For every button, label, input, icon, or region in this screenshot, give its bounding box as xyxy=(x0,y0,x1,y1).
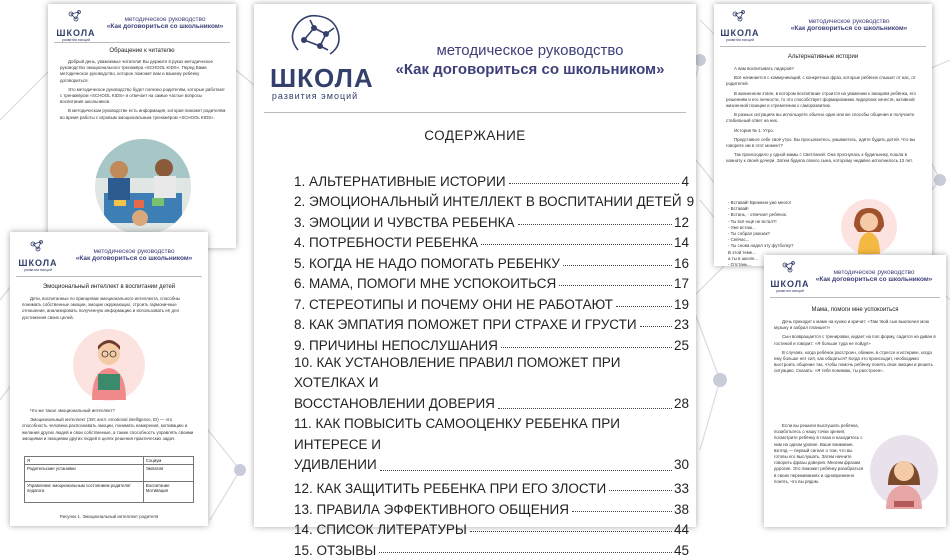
page-header-title xyxy=(66,248,202,262)
toc-list xyxy=(294,168,695,558)
toc-leader-dots xyxy=(572,510,672,512)
toc-item-page: 45 xyxy=(673,542,689,558)
header-line1: методическое руководство xyxy=(93,248,175,255)
paragraph: Что же такое эмоциональный интеллект? xyxy=(30,408,115,413)
dialogue-line: а ты в школе... xyxy=(728,255,759,261)
paragraph: Дети, воспитанные по принципам эмоционального интеллекта, способны понимать собственные эмоции, эмоции окружающих, строить гармоничные отношения, анализировать полученную информацию и использовать её для достижения своих целей. xyxy=(22,296,180,320)
toc-item-title: 11. КАК ПОВЫСИТЬ САМООЦЕНКУ РЕБЕНКА ПРИ ИНТЕРЕСЕ И xyxy=(294,416,620,452)
dialogue-line: - Ты всё ещё не встал?! xyxy=(728,218,777,224)
calm-text-bottom xyxy=(774,423,866,488)
toc-leader-dots xyxy=(640,325,672,327)
toc-item-title: 9. ПРИЧИНЫ НЕПОСЛУШАНИЯ xyxy=(294,337,498,353)
toc-heading: СОДЕРЖАНИЕ xyxy=(424,128,526,143)
logo-word: ШКОЛА xyxy=(720,28,760,38)
paragraph: В случаях, когда ребёнок расстроен, обижен, в стрессе и истерике, когда ему больше нет сил, как общаться? Когда это происходит, необходимо выстроить общение так, чтобы помочь ребёнку понять свои эмоции и решить ситуацию. Сказать: «Я тебя понимаю, ты расстроен». xyxy=(774,349,933,374)
dialogue-line: - Ты собрал рюкзак? xyxy=(728,231,770,237)
table-header-cell: Я xyxy=(25,457,144,465)
dialogue-line: - Ты снова надел эту футболку? xyxy=(728,243,794,249)
paragraph: А вам воспитывать лидеров? xyxy=(734,66,794,71)
brain-network-icon xyxy=(284,10,346,60)
table-cell: Эмпатия xyxy=(143,465,193,482)
toc-item-title: 5. КОГДА НЕ НАДО ПОМОГАТЬ РЕБЕНКУ xyxy=(294,255,561,271)
table-cell: Родительские установки xyxy=(25,465,144,482)
toc-item xyxy=(294,517,689,538)
toc-item-page: 14 xyxy=(673,235,689,250)
header-divider xyxy=(264,112,686,113)
logo-word: ШКОЛА xyxy=(56,28,96,38)
table-cell: Управление эмоциональным состоянием родителя/педагога xyxy=(25,482,144,503)
dialogue-line: В этой теме... xyxy=(728,249,756,255)
toc-item-title: 12. КАК ЗАЩИТИТЬ РЕБЕНКА ПРИ ЕГО ЗЛОСТИ xyxy=(294,481,607,496)
toc-item-title-cont: УДИВЛЕНИИ xyxy=(294,457,377,472)
toc-item-title: 14. СПИСОК ЛИТЕРАТУРЫ xyxy=(294,522,467,537)
page-header-title xyxy=(100,16,230,30)
ei-table xyxy=(24,456,194,503)
paragraph: Добрый день, уважаемые читатели! Вы держите в руках методическое руководство эмоционального тренажёра «SCHOOL KIDS». Перед Вами методическое руководство, которое поможет вам и вашему ребёнку договориться. xyxy=(60,59,213,83)
toc-item-title: 8. КАК ЭМПАТИЯ ПОМОЖЕТ ПРИ СТРАХЕ И ГРУСТИ xyxy=(294,317,637,332)
header-line2: «Как договориться со школьником» xyxy=(106,23,224,30)
toc-item-page: 44 xyxy=(673,522,689,537)
dialogue-line: - Отстань... xyxy=(728,262,752,268)
toc-item xyxy=(294,291,689,312)
toc-item xyxy=(294,353,689,415)
header-divider xyxy=(770,297,940,298)
header-line1: методическое руководство xyxy=(833,269,915,276)
brain-network-icon xyxy=(729,8,751,24)
toc-item-page: 23 xyxy=(673,317,689,332)
dialogue-line: - Вставай! Времени уже много! xyxy=(728,200,792,205)
toc-item-title-cont: ВОССТАНОВЛЕНИИ ДОВЕРИЯ xyxy=(294,395,495,411)
toc-item xyxy=(294,414,689,476)
logo-subtitle: развития эмоций xyxy=(271,91,359,101)
calm-text-top xyxy=(774,319,938,378)
toc-item-title: 7. СТЕРЕОТИПЫ И ПОЧЕМУ ОНИ НЕ РАБОТАЮТ xyxy=(294,296,613,312)
toc-leader-dots xyxy=(518,223,672,225)
toc-leader-dots xyxy=(470,530,672,532)
toc-item-title: 10. КАК УСТАНОВЛЕНИЕ ПРАВИЛ ПОМОЖЕТ ПРИ ХОТЕЛКАХ И xyxy=(294,354,621,390)
table-caption: Рисунок 1. Эмоциональный интеллект родителя xyxy=(59,514,159,519)
dialogue-line: - Встань, - отвечает ребёнок. xyxy=(728,212,788,218)
toc-leader-dots xyxy=(616,305,672,307)
toc-item-page: 25 xyxy=(673,337,689,353)
toc-item xyxy=(294,168,689,189)
logo-subtitle: развития эмоций xyxy=(24,268,52,272)
toc-item-page: 12 xyxy=(673,214,689,230)
table-header-cell: Социум xyxy=(143,457,193,465)
children-playing-photo-icon xyxy=(94,138,192,236)
school-logo xyxy=(270,10,374,102)
toc-leader-dots xyxy=(379,551,672,553)
paragraph: В жизненном этапе, в котором воспитание строится на уважении к эмоциям ребёнка, его решениям и его личности, то это способствует формированию лидерских качеств, активной жизненной позиции и стремлению к саморазвитию. xyxy=(726,90,917,109)
logo-subtitle: развития эмоций xyxy=(62,38,90,42)
toc-leader-dots xyxy=(609,489,672,491)
toc-item-page: 38 xyxy=(673,501,689,517)
logo-subtitle: развития эмоций xyxy=(776,289,804,293)
intro-text xyxy=(60,59,226,124)
paragraph: Эмоциональный интеллект (ЭИ; англ. emotional intelligence, EI) — это способность человека распознавать эмоции, понимать намерения, мотивацию и желания других людей и свои собственные, а также способность управлять своими эмоциями и эмоциями других людей в целях решения практических задач. xyxy=(22,417,194,441)
toc-item-page: 33 xyxy=(673,481,689,496)
toc-item-title: 3. ЭМОЦИИ И ЧУВСТВА РЕБЕНКА xyxy=(294,214,515,230)
paragraph: История № 1. Утро. xyxy=(734,127,774,133)
toc-leader-dots xyxy=(380,469,672,471)
brain-network-icon xyxy=(27,238,49,254)
school-logo xyxy=(56,8,96,42)
header-divider xyxy=(16,276,202,277)
table-cell: Воспитание Мотивация xyxy=(143,482,193,503)
logo-word: ШКОЛА xyxy=(770,279,810,289)
toc-item-title: 13. ПРАВИЛА ЭФФЕКТИВНОГО ОБЩЕНИЯ xyxy=(294,501,569,517)
paragraph: Дочь приходит к маме на кухню и кричит: «Там твой сын выключил мою музыку и забрал планшет!» xyxy=(774,319,930,331)
header-line2: «Как договориться со школьником» xyxy=(790,25,908,32)
school-logo xyxy=(18,238,58,272)
header-line2: «Как договориться со школьником» xyxy=(395,61,665,78)
paragraph: Это методическое руководство будет полезно родителям, которые работают с тренажёром «SCHOOL KIDS» и отвечает на самые частые вопросы воспитания школьников. xyxy=(60,86,225,105)
paragraph: Если вы решили выслушать ребёнка, позаботьтесь о нашу точки зрения, посмотрите ребёнку в глаза и находитесь с ним на одном уровне. Ваше внимание, взгляд — первый сигнал о том, что вы готовы его выслушать. Затем начните говорить фразы доверия. Многим фразам дорогие. Это поможет ребёнку разобраться в своих переживаниях и одновременно понять, что вы рядом. xyxy=(774,423,864,484)
logo-word: ШКОЛА xyxy=(18,258,58,268)
toc-item-page: 30 xyxy=(673,457,689,472)
toc-item xyxy=(294,271,689,292)
page-header-title xyxy=(370,42,690,78)
toc-item xyxy=(294,189,695,210)
ei-text-top xyxy=(22,296,198,324)
toc-item xyxy=(294,312,689,333)
paragraph: Всё начинается с коммуникаций, с конкретных фраз, которые ребёнок слышит от нас, от родителей. xyxy=(726,75,916,87)
table-of-contents-page xyxy=(254,4,696,558)
toc-item-title: 15. ОТЗЫВЫ xyxy=(294,542,377,558)
toc-item-title: 4. ПОТРЕБНОСТИ РЕБЕНКА xyxy=(294,235,479,250)
toc-item xyxy=(294,537,689,558)
paragraph: В разных ситуациях вы используете обычно один или же способы общения и получаете стабильный ответ на них. xyxy=(726,112,915,124)
brain-network-icon xyxy=(65,8,87,24)
header-line1: методическое руководство xyxy=(124,16,206,23)
section-heading: Эмоциональный интеллект в воспитании детей xyxy=(42,284,176,290)
dialogue-line: - Уже встаю... xyxy=(728,224,756,230)
toc-leader-dots xyxy=(501,346,672,348)
toc-item-title: 1. АЛЬТЕРНАТИВНЫЕ ИСТОРИИ xyxy=(294,173,506,189)
logo-subtitle: развития эмоций xyxy=(726,38,754,42)
preview-page-alternative-stories xyxy=(714,4,932,266)
teacher-with-book-icon xyxy=(72,328,146,402)
paragraph: Так происходило у одной мамы с Светланой. Она проснулась к будильнику, пошла в комнату к своей дочери. Затем будила своего сына, которому недавно исполнилось 13 лет. xyxy=(726,152,913,164)
ei-text-bottom xyxy=(22,408,198,445)
paragraph: Сын возвращается с тренировки, кидает на пол форму, садится на диван в гостиной и говорит: «Я больше туда не пойду!» xyxy=(774,334,936,346)
preview-page-emotional-intelligence xyxy=(10,232,208,526)
preview-page-intro xyxy=(48,4,236,248)
header-divider xyxy=(720,46,926,47)
toc-item xyxy=(294,209,689,230)
header-line2: «Как договориться со школьником» xyxy=(815,276,933,283)
section-heading: Мама, помоги мне успокоиться xyxy=(811,307,899,313)
girl-character-icon xyxy=(840,198,898,256)
toc-leader-dots xyxy=(509,182,680,184)
paragraph: В методическом руководстве есть информация, которая поможет родителям во время работы с игровым эмоциональным тренажёром «SCHOOL KIDS». xyxy=(60,108,226,120)
brain-network-icon xyxy=(779,259,801,275)
toc-item-page: 16 xyxy=(673,255,689,271)
dialogue-line: - Вставай! xyxy=(728,206,749,212)
toc-item xyxy=(294,332,689,353)
toc-item-page: 17 xyxy=(673,276,689,291)
toc-leader-dots xyxy=(498,407,672,409)
section-heading: Обращение к читателю xyxy=(109,48,175,54)
logo-word: ШКОЛА xyxy=(270,63,374,93)
toc-leader-dots xyxy=(559,284,672,286)
school-logo xyxy=(720,8,760,42)
toc-item xyxy=(294,250,689,271)
header-divider xyxy=(54,42,230,43)
toc-item-page: 28 xyxy=(673,395,689,411)
school-logo xyxy=(770,259,810,293)
toc-leader-dots xyxy=(481,243,672,245)
toc-item xyxy=(294,230,689,251)
preview-page-calm-down xyxy=(764,255,946,527)
toc-item-title: 6. МАМА, ПОМОГИ МНЕ УСПОКОИТЬСЯ xyxy=(294,276,557,291)
section-heading: Альтернативные истории xyxy=(787,54,859,60)
header-line1: методическое руководство xyxy=(808,18,890,25)
toc-item-page: 4 xyxy=(681,173,689,189)
toc-item-page: 19 xyxy=(673,296,689,312)
toc-item xyxy=(294,476,689,497)
toc-item xyxy=(294,496,689,517)
sad-girl-icon xyxy=(868,433,940,511)
header-line2: «Как договориться со школьником» xyxy=(75,255,193,262)
toc-item-page: 9 xyxy=(686,194,695,209)
dialogue-line: - Сейчас... xyxy=(728,237,750,243)
paragraph: Представьте себе своё утро. Вы просыпаетесь, умываетесь, идёте будить детей. Что вы говорите им в этот момент? xyxy=(726,136,916,149)
stories-text xyxy=(726,66,922,168)
header-line1: методическое руководство xyxy=(436,42,624,59)
page-header-title xyxy=(774,18,924,32)
toc-item-title: 2. ЭМОЦИОНАЛЬНЫЙ ИНТЕЛЛЕКТ В ВОСПИТАНИИ ДЕТЕЙ xyxy=(294,194,682,209)
page-header-title xyxy=(806,269,942,283)
toc-leader-dots xyxy=(563,264,672,266)
